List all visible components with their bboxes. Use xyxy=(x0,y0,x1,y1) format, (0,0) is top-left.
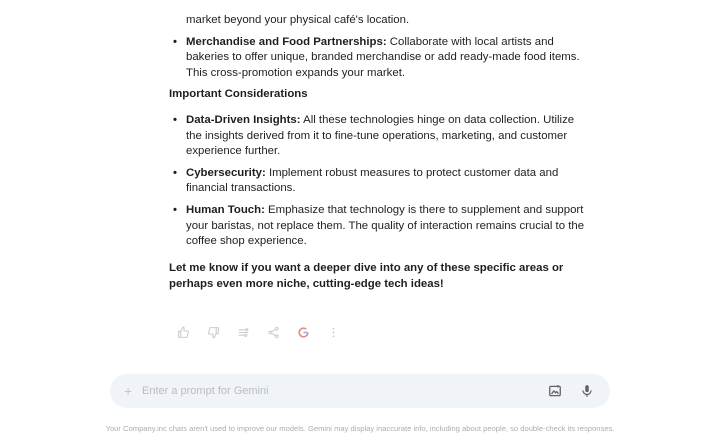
bullet-text: Collaborate with local artists and bakeries to offer unique, branded merchandise or add ready-made food items. This cross-promotion expands your market. xyxy=(186,35,580,79)
response-list xyxy=(169,13,589,81)
thumbs-down-icon[interactable] xyxy=(205,324,221,340)
section-heading: Important Considerations xyxy=(169,88,308,101)
list-item xyxy=(169,203,589,250)
thumbs-up-icon[interactable] xyxy=(175,324,191,340)
model-response xyxy=(169,13,589,292)
bullet-text: All these technologies hinge on data collection. Utilize the insights derived from it to fine-tune operations, marketing, and customer experience further. xyxy=(186,113,575,158)
considerations-list xyxy=(169,113,589,250)
add-icon[interactable]: + xyxy=(124,383,133,399)
list-item xyxy=(169,113,589,160)
response-actions xyxy=(175,324,341,340)
list-item xyxy=(169,35,589,82)
more-options-icon[interactable] xyxy=(325,324,341,340)
list-item xyxy=(169,166,589,197)
bullet-title: Cybersecurity: xyxy=(186,166,266,179)
microphone-icon[interactable] xyxy=(578,382,596,400)
modify-response-icon[interactable] xyxy=(235,324,251,340)
bullet-title: Merchandise and Food Partnerships: xyxy=(186,35,387,48)
share-icon[interactable] xyxy=(265,324,281,340)
closing-text: Let me know if you want a deeper dive into any of these specific areas or perhaps even more niche, cutting-edge tech ideas! xyxy=(169,261,564,290)
bullet-text: Emphasize that technology is there to supplement and support your baristas, not replace them. The quality of interaction remains crucial to the coffee shop experience. xyxy=(186,203,585,248)
disclaimer-footer: Your Company.inc chats aren't used to improve our models. Gemini may display inaccurate info, including about people, so double-check its responses. xyxy=(105,424,615,433)
bullet-title: Human Touch: xyxy=(186,203,265,216)
bullet-text: Implement robust measures to protect customer data and financial transactions. xyxy=(186,166,559,195)
list-item xyxy=(169,13,589,29)
image-upload-icon[interactable] xyxy=(546,382,564,400)
prompt-input[interactable] xyxy=(142,385,532,397)
google-search-icon[interactable] xyxy=(295,324,311,340)
bullet-title: Data-Driven Insights: xyxy=(186,113,301,126)
response-fragment: market beyond your physical café's location. xyxy=(186,14,410,26)
prompt-bar xyxy=(110,374,610,408)
